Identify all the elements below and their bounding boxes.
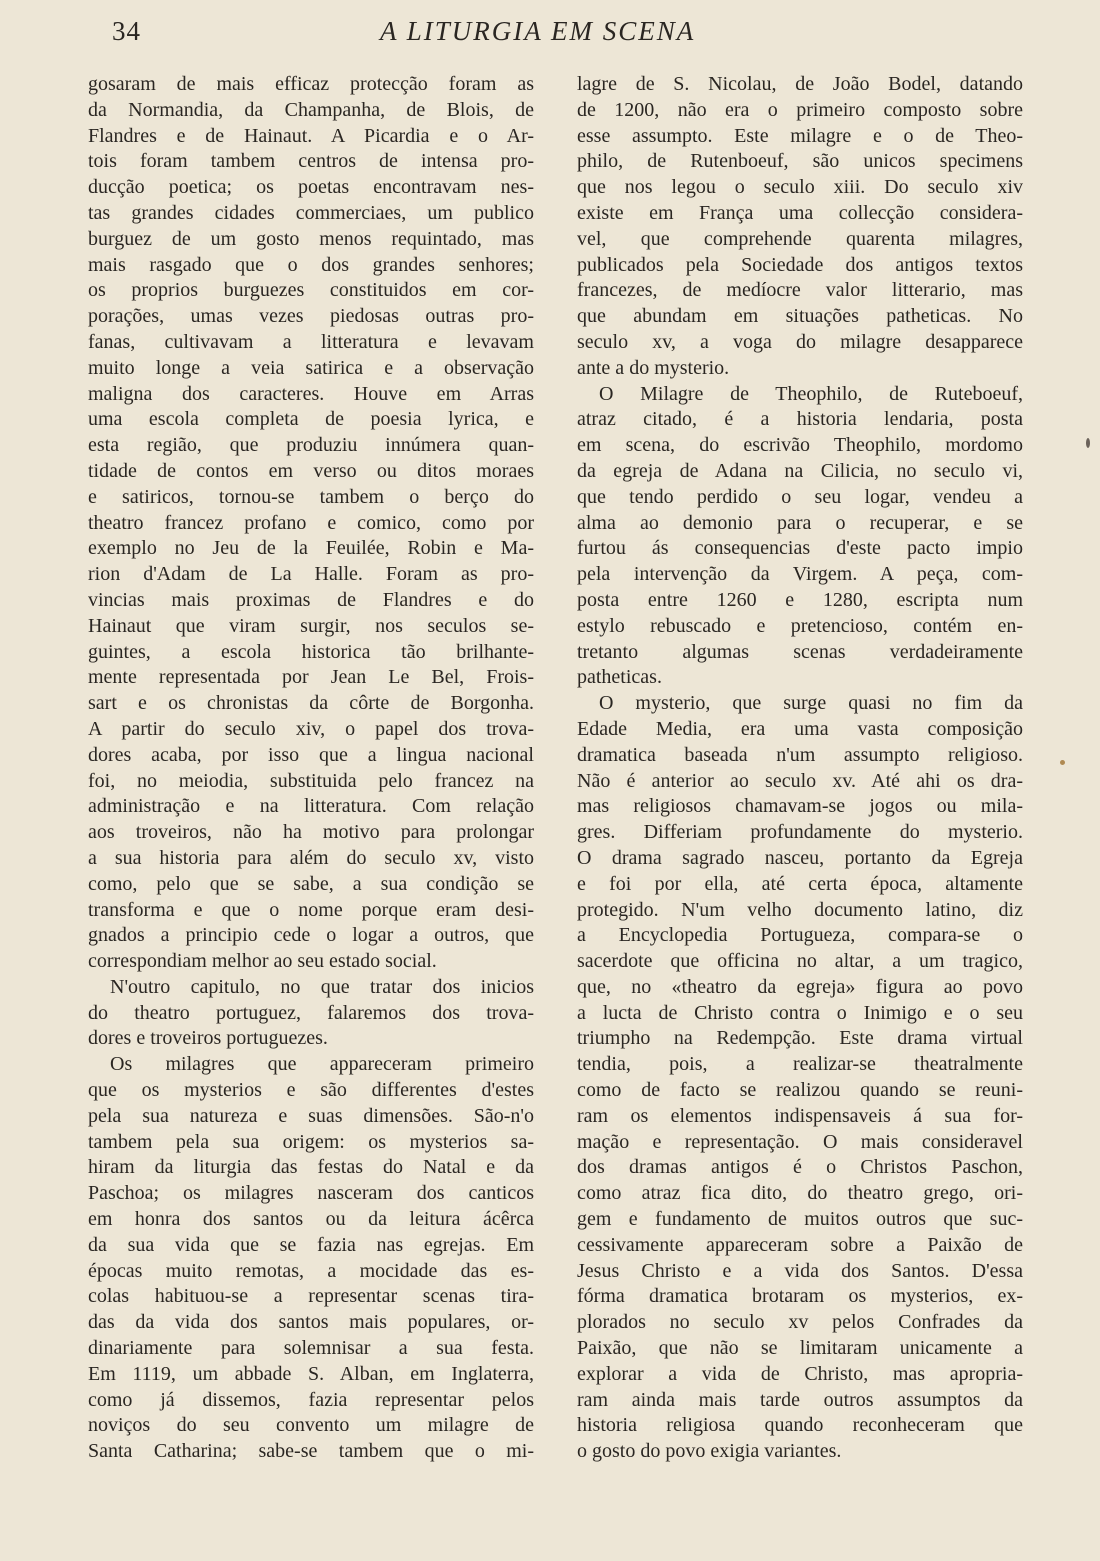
text-line: que nos legou o seculo xiii. Do seculo xiv [577,176,1023,199]
text-line: a Encyclopedia Portugueza, compara-se o [577,924,1023,947]
text-line: foi, no meiodia, substituida pelo francez na [88,769,534,792]
text-line: exemplo no Jeu de la Feuilée, Robin e Ma- [88,537,534,560]
text-line: vel, que comprehende quarenta milagres, [577,227,1023,250]
text-line: Jesus Christo e a vida dos Santos. D'essa [577,1259,1023,1282]
text-line: da Normandia, da Champanha, de Blois, de [88,98,534,121]
text-line: da egreja de Adana na Cilicia, no seculo vi, [577,459,1023,482]
text-line: e satiricos, tornou-se tambem o berço do [88,485,534,508]
text-line: pela intervenção da Virgem. A peça, com- [577,563,1023,586]
text-line: furtou ás consequencias d'este pacto impio [577,537,1023,560]
text-line: correspondiam melhor ao seu estado social. [88,950,437,973]
text-line: tretanto algumas scenas verdadeiramente [577,640,1023,663]
text-line: o gosto do povo exigia variantes. [577,1440,842,1463]
text-line: sacerdote que officina no altar, a um tragico, [577,950,1023,973]
text-line: N'outro capitulo, no que tratar dos inicios [110,975,534,998]
text-line: dores e troveiros portuguezes. [88,1027,328,1050]
text-line: posta entre 1260 e 1280, escripta num [577,588,1023,611]
text-line: esta região, que produziu innúmera quan- [88,434,534,457]
text-line: Em 1119, um abbade S. Alban, em Inglaterra, [88,1362,534,1385]
text-line: da sua vida que se fazia nas egrejas. Em [88,1233,534,1256]
text-line: hiram da liturgia das festas do Natal e da [88,1156,534,1179]
text-line: gres. Differiam profundamente do mysterio. [577,821,1023,844]
text-line: sart e os chronistas da côrte de Borgonha. [88,692,534,715]
text-line: atraz citado, é a historia lendaria, posta [577,408,1023,431]
text-line: patheticas. [577,666,662,689]
text-line: alma ao demonio para o recuperar, e se [577,511,1023,534]
text-line: esse assumpto. Este milagre e o de Theo- [577,124,1023,147]
text-line: Edade Media, era uma vasta composição [577,717,1023,740]
text-line: existe em França uma collecção considera- [577,201,1023,224]
text-line: mação e representação. O mais consideravel [577,1130,1023,1153]
text-line: gnados a principio cede o logar a outros, que [88,924,534,947]
text-line: tas grandes cidades commerciaes, um publico [88,201,534,224]
scan-speck [1060,760,1065,765]
text-line: gosaram de mais efficaz protecção foram as [88,73,534,95]
right-text-column [577,72,1023,1465]
text-line: explorar a vida de Christo, mas apropria- [577,1362,1023,1385]
text-line: os proprios burguezes constituidos em cor- [88,279,534,302]
text-line: como de facto se realizou quando se reuni- [577,1079,1023,1102]
text-line: em scena, do escrivão Theophilo, mordomo [577,434,1023,457]
text-line: ram ainda mais tarde outros assumptos da [577,1388,1023,1411]
text-line: vincias mais proximas de Flandres e do [88,588,534,611]
text-line: lagre de S. Nicolau, de João Bodel, datando [577,73,1023,95]
text-line: tambem pela sua origem: os mysterios sa- [88,1130,534,1153]
text-line: de 1200, não era o primeiro composto sobre [577,98,1023,121]
text-line: Hainaut que viram surgir, nos seculos se- [88,614,534,637]
text-line: gem e fundamento de muitos outros que suc- [577,1208,1023,1231]
text-line: francezes, de medíocre valor litterario, mas [577,279,1023,302]
text-line: que abundam em situações patheticas. No [577,305,1023,328]
text-line: protegido. N'um velho documento latino, diz [577,898,1023,921]
text-line: como, pelo que se sabe, a sua condição se [88,872,534,895]
text-line: fanas, cultivavam a litteratura e levavam [88,330,534,353]
text-line: A partir do seculo xiv, o papel dos trova- [88,717,534,740]
text-line: publicados pela Sociedade dos antigos textos [577,253,1023,276]
left-text-column [88,72,534,1465]
text-line: como atraz fica dito, do theatro grego, ori- [577,1182,1023,1205]
text-line: tidade de contos em verso ou ditos moraes [88,459,534,482]
text-line: aos troveiros, não ha motivo para prolongar [88,821,534,844]
text-line: uma escola completa de poesia lyrica, e [88,408,534,431]
text-line: muito longe a veia satirica e a observação [88,356,534,379]
text-line: fórma dramatica brotaram os mysterios, ex- [577,1285,1023,1308]
text-line: historia religiosa quando reconheceram que [577,1414,1023,1437]
text-line: tois foram tambem centros de intensa pro- [88,150,534,173]
text-line: rion d'Adam de La Halle. Foram as pro- [88,563,534,586]
running-title: A LITURGIA EM SCENA [380,16,696,46]
text-line: plorados no seculo xv pelos Confrades da [577,1311,1023,1334]
text-line: dos dramas antigos é o Christos Paschon, [577,1156,1023,1179]
text-line: que tendo perdido o seu logar, vendeu a [577,485,1023,508]
text-line: philo, de Rutenboeuf, são unicos specimens [577,150,1023,173]
text-line: Paschoa; os milagres nasceram dos canticos [88,1182,534,1205]
text-line: mais rasgado que o dos grandes senhores; [88,253,534,276]
text-line: mente representada por Jean Le Bel, Frois- [88,666,534,689]
text-line: porações, umas vezes piedosas outras pro- [88,305,534,328]
text-line: seculo xv, a voga do milagre desapparece [577,330,1023,353]
text-line: dores acaba, por isso que a lingua nacional [88,743,534,766]
text-line: épocas muito remotas, a mocidade das es- [88,1259,534,1282]
text-line: em honra dos santos ou da leitura ácêrca [88,1208,534,1231]
text-line: transforma e que o nome porque eram desi- [88,898,534,921]
text-line: estylo rebuscado e pretencioso, contém en- [577,614,1023,637]
text-line: maligna dos caracteres. Houve em Arras [88,382,534,405]
scan-speck [1086,438,1090,448]
page-number: 34 [112,16,141,46]
text-line: theatro francez profano e comico, como por [88,511,534,534]
text-line: Paixão, que não se limitaram unicamente a [577,1337,1023,1360]
text-line: burguez de um gosto menos requintado, mas [88,227,534,250]
text-line: Santa Catharina; sabe-se tambem que o mi- [88,1440,534,1463]
text-line: noviços do seu convento um milagre de [88,1414,534,1437]
text-line: dinariamente para solemnisar a sua festa. [88,1337,534,1360]
text-line: a sua historia para além do seculo xv, visto [88,846,534,869]
text-line: ram os elementos indispensaveis á sua for- [577,1104,1023,1127]
text-line: que, no «theatro da egreja» figura ao povo [577,975,1023,998]
text-line: cessivamente appareceram sobre a Paixão de [577,1233,1023,1256]
text-line: dramatica baseada n'um assumpto religioso. [577,743,1023,766]
text-line: pela sua natureza e suas dimensões. São-n'o [88,1104,534,1127]
text-line: tendia, pois, a realizar-se theatralmente [577,1053,1023,1076]
text-line: O mysterio, que surge quasi no fim da [599,692,1023,715]
text-line: ducção poetica; os poetas encontravam nes- [88,176,534,199]
text-line: colas habituou-se a representar scenas tira- [88,1285,534,1308]
text-line: triumpho na Redempção. Este drama virtual [577,1027,1023,1050]
text-line: do theatro portuguez, falaremos dos trova- [88,1001,534,1024]
text-line: O Milagre de Theophilo, de Ruteboeuf, [599,382,1023,405]
text-line: guintes, a escola historica tão brilhante- [88,640,534,663]
text-line: Flandres e de Hainaut. A Picardia e o Ar- [88,124,534,147]
text-line: ante a do mysterio. [577,356,730,379]
text-line: Os milagres que appareceram primeiro [110,1053,534,1076]
text-line: administração e na litteratura. Com relação [88,795,534,818]
text-line: como já dissemos, fazia representar pelos [88,1388,534,1411]
text-line: Não é anterior ao seculo xv. Até ahi os dra- [577,769,1023,792]
text-line: que os mysterios e são differentes d'estes [88,1079,534,1102]
text-line: mas religiosos chamavam-se jogos ou mila- [577,795,1023,818]
text-line: e foi por ella, até certa época, altamente [577,872,1023,895]
text-line: O drama sagrado nasceu, portanto da Egreja [577,846,1023,869]
text-line: a lucta de Christo contra o Inimigo e o seu [577,1001,1023,1024]
text-line: das da vida dos santos mais populares, or- [88,1311,534,1334]
